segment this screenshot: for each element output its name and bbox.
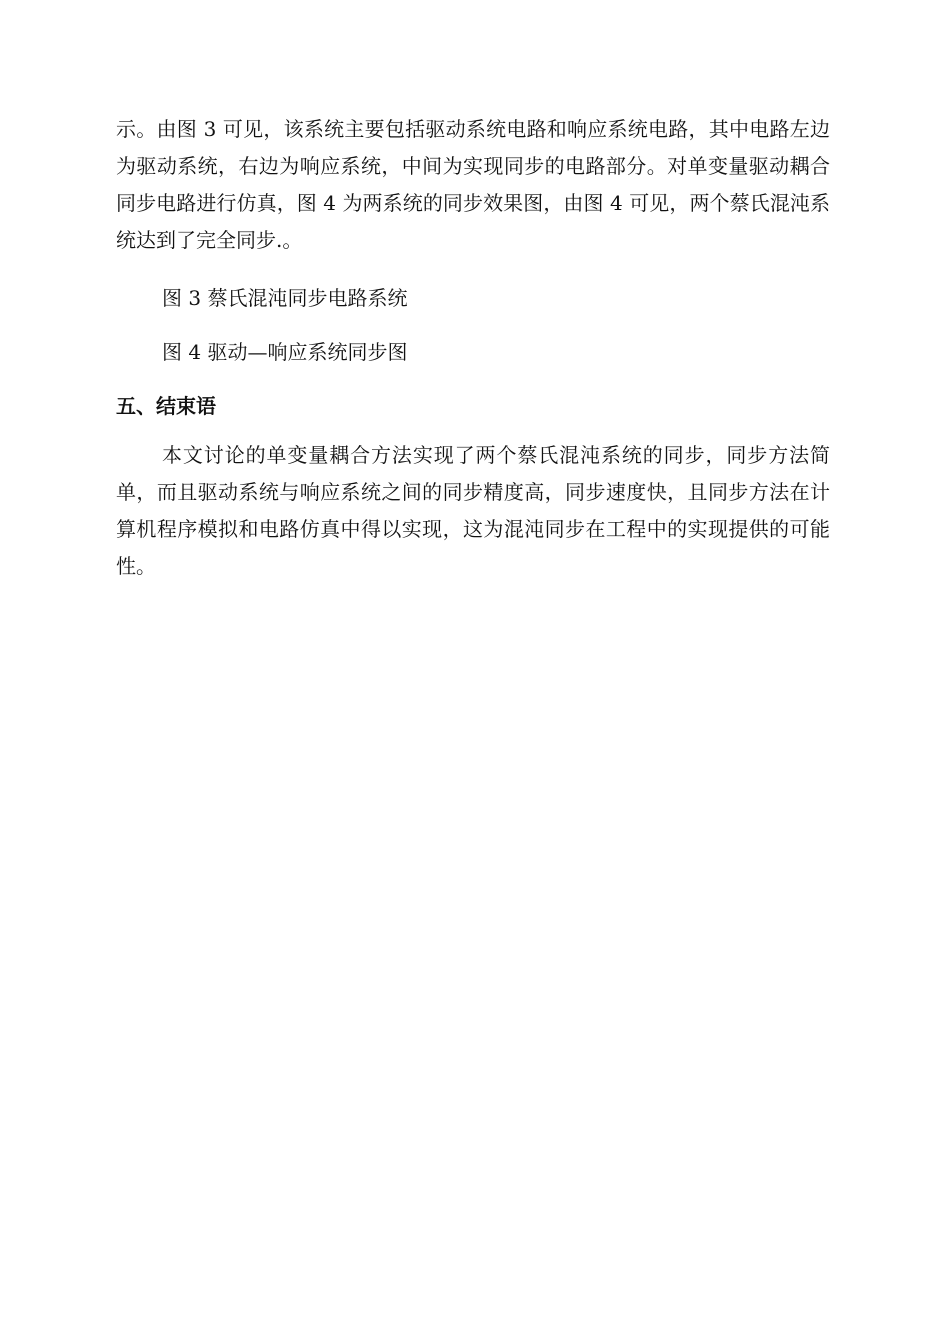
figure-3-caption: 图 3 蔡氏混沌同步电路系统 <box>162 286 408 310</box>
conclusion-paragraph: 本文讨论的单变量耦合方法实现了两个蔡氏混沌系统的同步，同步方法简单，而且驱动系统与响应系统之间的同步精度高，同步速度快，且同步方法在计算机程序模拟和电路仿真中得以实现，这为混沌同步在工程中的实现提供的可能性。 <box>116 443 830 578</box>
body-paragraph-continued: 示。由图 3 可见，该系统主要包括驱动系统电路和响应系统电路，其中电路左边为驱动系统，右边为响应系统，中间为实现同步的电路部分。对单变量驱动耦合同步电路进行仿真，图 4 为两系统的同步效果图，由图 4 可见，两个蔡氏混沌系统达到了完全同步.。 <box>116 117 830 252</box>
figure-4-caption: 图 4 驱动—响应系统同步图 <box>162 340 408 364</box>
section-heading-conclusion: 五、结束语 <box>116 394 216 418</box>
